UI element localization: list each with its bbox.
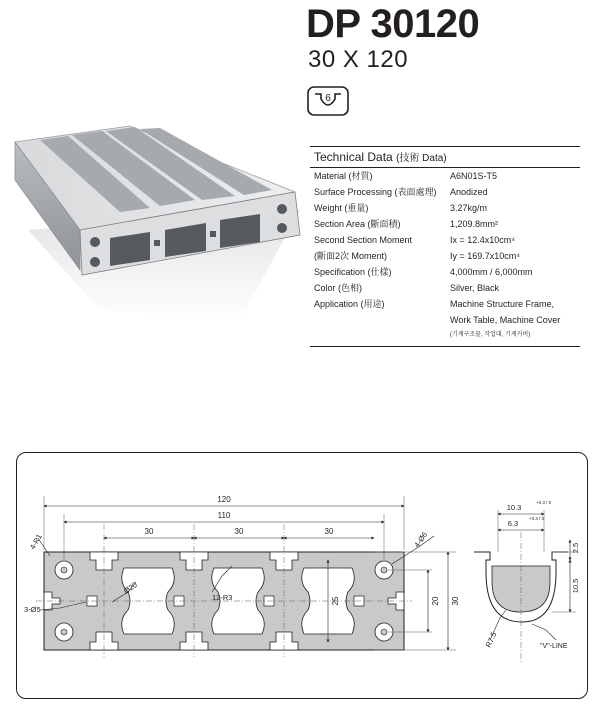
label-corner-radius: 4-R1: [27, 532, 44, 551]
slot-detail: [474, 500, 580, 662]
slot-badge-number: 6: [325, 93, 331, 104]
v-line-label: "V"-LINE: [540, 643, 568, 650]
slot-badge-icon: [307, 86, 349, 116]
row-value: 4,000mm / 6,000mm: [450, 267, 533, 277]
row-value: 1,209.8mm²: [450, 219, 499, 229]
technical-data-row: [310, 232, 580, 248]
dim-pitch-3: 30: [324, 527, 334, 536]
row-value: Silver, Black: [450, 283, 500, 293]
row-value: A6N01S-T5: [450, 171, 498, 181]
technical-data-row: [310, 248, 580, 264]
row-value: 3.27kg/m: [450, 203, 488, 213]
row-value: Machine Structure Frame,: [450, 299, 555, 309]
label-bore: Ø20: [121, 580, 139, 596]
technical-data-title: Technical Data: [314, 150, 393, 164]
cross-section-drawing: [16, 452, 588, 699]
dim-core: 25: [331, 596, 340, 606]
dim-inner-width: 110: [217, 511, 231, 520]
slot-radius: R7.5: [483, 630, 499, 649]
technical-data-row: [310, 200, 580, 216]
dim-outer-height: 30: [451, 596, 460, 606]
row-value: Anodized: [450, 187, 488, 197]
row-value: Work Table, Machine Cover: [450, 315, 561, 325]
technical-data-header: [310, 146, 580, 168]
product-size: 30 X 120: [308, 46, 409, 73]
row-label: Application (用途): [314, 299, 385, 309]
dim-inner-height: 20: [431, 596, 440, 606]
row-label: Specification (仕樣): [314, 267, 392, 277]
technical-data-subtitle: (技術 Data): [396, 153, 447, 164]
row-label: (斷面2次 Moment): [314, 251, 388, 261]
slot-depth: 10.5: [571, 578, 580, 594]
dim-pitch-2: 30: [234, 527, 244, 536]
row-label: Weight (重量): [314, 203, 369, 213]
technical-data-row: [310, 264, 580, 280]
technical-data-row: [310, 280, 580, 296]
row-label: Section Area (斷面積): [314, 219, 401, 229]
technical-data-rows: [310, 168, 580, 328]
table-bottom-rule: [310, 346, 580, 347]
label-hole: 4-Ø6: [412, 530, 430, 550]
row-label: Second Section Moment: [314, 235, 413, 245]
technical-data-row: [310, 184, 580, 200]
slot-depth-top: 2.5: [571, 542, 580, 554]
technical-data-table: [310, 146, 580, 347]
row-label: Material (材質): [314, 171, 373, 181]
row-label: Surface Processing (表面處理): [314, 187, 437, 197]
row-label: Color (色相): [314, 283, 363, 293]
label-radius: 12-R3: [212, 593, 233, 602]
label-small-hole: 3-Ø5: [24, 605, 41, 614]
technical-data-row: [310, 296, 580, 312]
slot-top-tolerance: +0.3 / 0: [536, 500, 552, 505]
product-code: DP 30120: [306, 2, 480, 46]
dim-overall-width: 120: [217, 495, 231, 504]
slot-top-width: 10.3: [506, 503, 522, 512]
dim-pitch-1: 30: [144, 527, 154, 536]
technical-data-row: [310, 168, 580, 184]
slot-inner-tolerance: +0.3 / 0: [529, 516, 545, 521]
slot-inner-width: 6.3: [507, 519, 519, 528]
technical-data-note: (기계구조물, 작업대, 기계커버): [450, 332, 531, 338]
technical-data-row: [310, 312, 580, 328]
row-value: Ix = 12.4x10cm⁴: [450, 235, 516, 245]
row-value: Iy = 169.7x10cm⁴: [450, 251, 521, 261]
technical-data-row: [310, 216, 580, 232]
profile-3d-image: [10, 120, 310, 335]
